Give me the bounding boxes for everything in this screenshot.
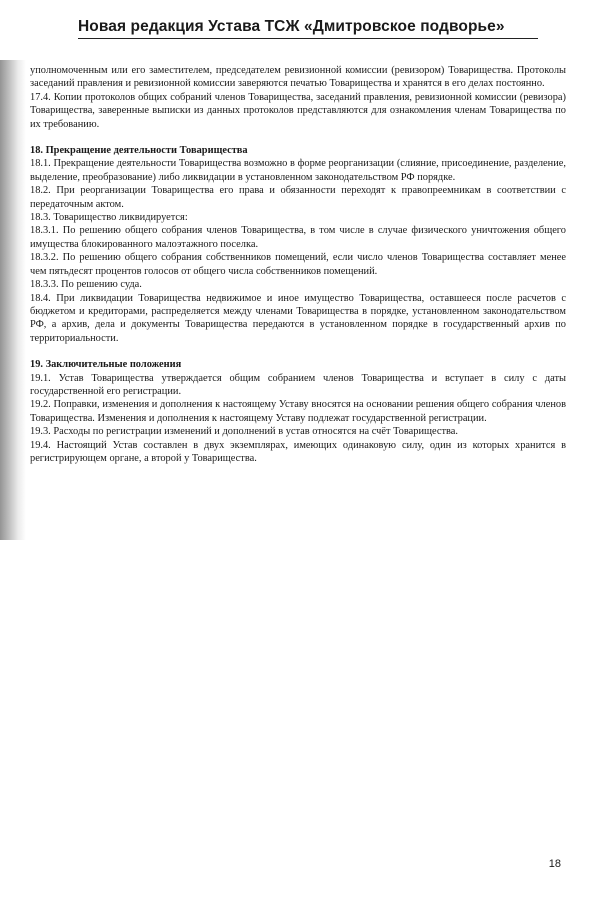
- clause-18-4: 18.4. При ликвидации Товарищества недвижимое и иное имущество Товарищества, оставшееся после расчетов с бюджетом и кредиторами, распределяется между членами Товарищества в порядке, установленном законодательством РФ, а архив, дела и документы Товарищества передаются в установленном порядке в государственный архив по территориальности.: [30, 292, 566, 344]
- section-19-title: 19. Заключительные положения: [30, 359, 182, 371]
- clause-18-3-1: 18.3.1. По решению общего собрания членов Товарищества, в том числе в случае физического уничтожения общего имущества блокированного малоэтажного поселка.: [30, 225, 566, 250]
- clause-19-4: 19.4. Настоящий Устав составлен в двух экземплярах, имеющих одинаковую силу, один из которых хранится в регистрирующем органе, а второй у Товарищества.: [30, 439, 566, 464]
- paragraph-continuation: уполномоченным или его заместителем, председателем ревизионной комиссии (ревизором) Товарищества. Протоколы заседаний правления и ревизионной комиссии заверяются печатью Товарищества и хранятся в его делах постоянно.: [30, 65, 566, 90]
- clause-19-3: 19.3. Расходы по регистрации изменений и дополнений в устав относятся на счёт Товарищества.: [30, 426, 459, 438]
- clause-18-3: 18.3. Товарищество ликвидируется:: [30, 212, 188, 224]
- paragraph-17-4: 17.4. Копии протоколов общих собраний членов Товарищества, заседаний правления, ревизионной комиссии (ревизора) Товарищества, заверенные выписки из данных протоколов представляются для ознакомления членам Товарищества по их требованию.: [30, 91, 566, 130]
- clause-18-3-2: 18.3.2. По решению общего собрания собственников помещений, если число членов Товарищества составляет менее чем пятьдесят процентов голосов от общего числа собственников помещений.: [30, 252, 566, 277]
- document-body: [30, 64, 566, 465]
- section-18-title: 18. Прекращение деятельности Товарищества: [30, 145, 248, 157]
- clause-18-3-3: 18.3.3. По решению суда.: [30, 279, 142, 291]
- clause-19-2: 19.2. Поправки, изменения и дополнения к настоящему Уставу вносятся на основании решения общего собрания членов Товарищества. Изменения и дополнения к настоящему Уставу подлежат государственной регистрации.: [30, 399, 566, 424]
- page-header: Новая редакция Устава ТСЖ «Дмитровское подворье»: [78, 18, 538, 39]
- scan-binding-shadow: [0, 60, 26, 540]
- clause-18-2: 18.2. При реорганизации Товарищества его права и обязанности переходят к правопреемникам в соответствии с передаточным актом.: [30, 185, 566, 210]
- clause-18-1: 18.1. Прекращение деятельности Товарищества возможно в форме реорганизации (слияние, присоединение, разделение, выделение, преобразование) либо ликвидации в установленном законодательством РФ порядке.: [30, 158, 566, 183]
- page-number: 18: [548, 858, 561, 870]
- clause-19-1: 19.1. Устав Товарищества утверждается общим собранием членов Товарищества и вступает в силу с даты государственной его регистрации.: [30, 372, 566, 397]
